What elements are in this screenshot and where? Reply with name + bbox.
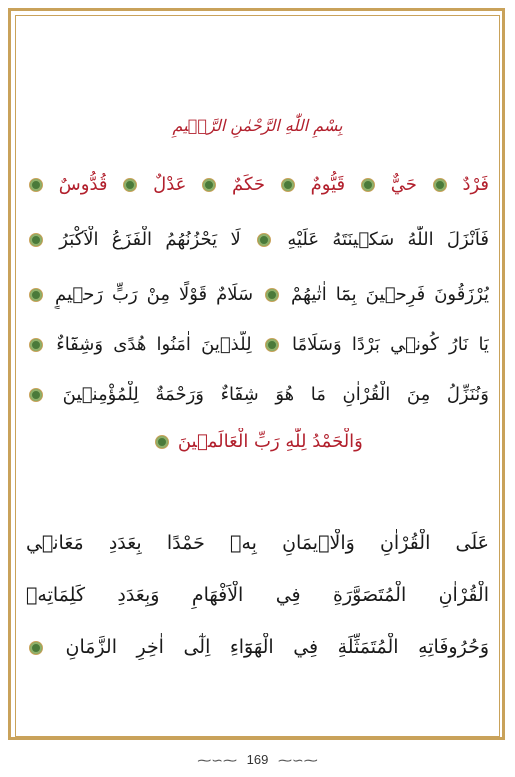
- page-content: [26, 26, 489, 726]
- verse-separator-icon: [29, 388, 43, 402]
- verse-separator-icon: [29, 178, 43, 192]
- verse-word: حَيٌّ: [390, 174, 417, 195]
- verse-line-4: [26, 331, 489, 359]
- verse-word: قُدُّوسٌ: [58, 174, 108, 195]
- verse-text: يَا نَارُ كُون۪ي بَرْدًا وَسَلَامًا: [292, 334, 489, 355]
- verse-word: عَدْلٌ: [153, 174, 187, 195]
- prayer-line-3: [26, 633, 489, 661]
- verse-separator-icon: [281, 178, 295, 192]
- verse-separator-icon: [361, 178, 375, 192]
- verse-line-6: [26, 428, 489, 456]
- page-number: 169: [246, 752, 269, 767]
- verse-separator-icon: [433, 178, 447, 192]
- basmala-heading: بِسْمِ اللّٰهِ الرَّحْمٰنِ الرَّح۪يمِ: [172, 116, 343, 135]
- verse-text: يُرْزَقُونَ فَرِح۪ينَ بِمَٓا اٰتٰيهُمْ: [291, 284, 489, 305]
- verse-word: قَيُّومٌ: [310, 174, 346, 195]
- flourish-right-icon: ⁓∽⁓: [277, 752, 318, 769]
- verse-line-2: [26, 226, 489, 254]
- prayer-line-2: [26, 581, 489, 609]
- verse-separator-icon: [155, 435, 169, 449]
- verse-separator-icon: [202, 178, 216, 192]
- prayer-text: وَحُرُوفَاتِهِ الْمُتَمَثِّلَةِ فِي الْهَوَٓاءِ اِلٰٓى اٰخِرِ الزَّمَانِ: [65, 636, 489, 658]
- verse-separator-icon: [265, 288, 279, 302]
- verse-line-5: [26, 381, 489, 409]
- verse-text: سَلَامٌ قَوْلًا مِنْ رَبٍّ رَح۪يمٍ: [54, 284, 254, 305]
- verse-line-1: [26, 171, 489, 199]
- verse-separator-icon: [29, 288, 43, 302]
- verse-separator-icon: [265, 338, 279, 352]
- prayer-line-1: [26, 529, 489, 557]
- flourish-left-icon: ⁓∽⁓: [197, 752, 238, 769]
- verse-separator-icon: [257, 233, 271, 247]
- verse-text: فَاَنْزَلَ اللّٰهُ سَك۪ينَتَهُ عَلَيْهِ: [287, 229, 489, 250]
- verse-separator-icon: [29, 338, 43, 352]
- verse-separator-icon: [123, 178, 137, 192]
- verse-separator-icon: [29, 641, 43, 655]
- verse-text: لَا يَحْزُنُهُمُ الْفَزَعُ الْاَكْبَرُ: [59, 229, 241, 250]
- prayer-text: عَلَى الْقُرْاٰنِ وَالْا۪يمَانِ بِه۪ حَمْدًا بِعَدَدِ مَعَان۪ي: [26, 532, 489, 554]
- verse-separator-icon: [29, 233, 43, 247]
- verse-text: وَنُنَزِّلُ مِنَ الْقُرْاٰنِ مَا هُوَ شِفَٓاءٌ وَرَحْمَةٌ لِلْمُؤْمِن۪ينَ: [62, 384, 489, 405]
- prayer-text: الْقُرْاٰنِ الْمُتَصَوَّرَةِ فِي الْاَفْهَامِ وَبِعَدَدِ كَلِمَاتِه۪: [26, 584, 489, 606]
- verse-word: حَكَمٌ: [231, 174, 266, 195]
- verse-text: لِلَّذ۪ينَ اٰمَنُوا هُدًى وَشِفَٓاءٌ: [56, 334, 252, 355]
- verse-line-3: [26, 281, 489, 309]
- page-footer: [0, 752, 515, 769]
- verse-word: فَرْدٌ: [462, 174, 489, 195]
- verse-text: وَالْحَمْدُ لِلّٰهِ رَبِّ الْعَالَم۪ينَ: [177, 431, 363, 452]
